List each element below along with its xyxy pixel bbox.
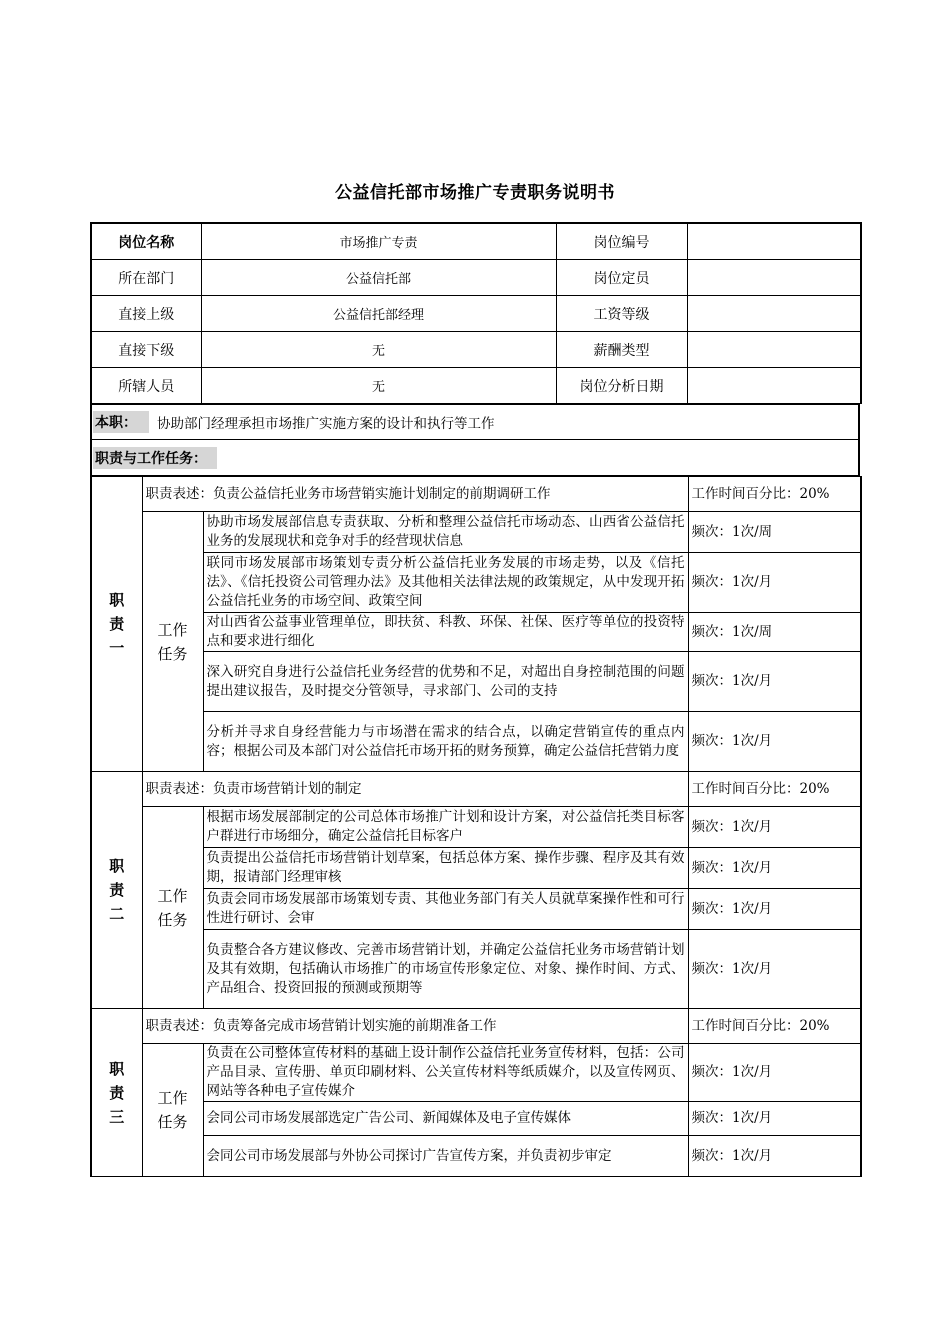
field-value [687, 260, 861, 296]
task-frequency: 频次：1次/月 [688, 652, 861, 712]
duty-description-row [91, 477, 861, 512]
field-label: 薪酬类型 [556, 332, 687, 368]
task-frequency: 频次：1次/月 [688, 712, 861, 772]
task-row [91, 1136, 861, 1177]
field-value: 无 [201, 368, 556, 404]
duty-description: 职责表述：负责筹备完成市场营销计划实施的前期准备工作 [142, 1009, 688, 1044]
field-value: 公益信托部 [201, 260, 556, 296]
task-text: 负责在公司整体宣传材料的基础上设计制作公益信托业务宣传材料，包括：公司产品目录、宣传册、单页印刷材料、公关宣传材料等纸质媒介，以及宣传网页、网站等各种电子宣传媒介 [203, 1044, 688, 1102]
duty-description-row [91, 772, 861, 807]
duty-label: 职 责 三 [91, 1009, 142, 1177]
field-value [687, 368, 861, 404]
main-duty-text: 协助部门经理承担市场推广实施方案的设计和执行等工作 [157, 416, 495, 432]
duty-description: 职责表述：负责公益信托业务市场营销实施计划制定的前期调研工作 [142, 477, 688, 512]
task-row [91, 1044, 861, 1102]
time-percentage: 工作时间百分比：20% [688, 772, 861, 807]
task-text: 深入研究自身进行公益信托业务经营的优势和不足，对超出自身控制范围的问题提出建议报告，及时提交分管领导，寻求部门、公司的支持 [203, 652, 688, 712]
info-row [91, 260, 861, 296]
task-row [91, 1102, 861, 1136]
task-row [91, 807, 861, 848]
work-task-label: 工作 任务 [142, 512, 203, 772]
task-row [91, 712, 861, 772]
tasks-header-row [90, 440, 860, 476]
field-label: 岗位名称 [91, 223, 201, 260]
duty-label: 职 责 二 [91, 772, 142, 1009]
task-frequency: 频次：1次/月 [688, 807, 861, 848]
task-text: 对山西省公益事业管理单位，即扶贫、科教、环保、社保、医疗等单位的投资特点和要求进行细化 [203, 613, 688, 652]
task-text: 协助市场发展部信息专责获取、分析和整理公益信托市场动态、山西省公益信托业务的发展现状和竞争对手的经营现状信息 [203, 512, 688, 553]
field-label: 所辖人员 [91, 368, 201, 404]
task-row [91, 652, 861, 712]
duties-table [90, 476, 862, 1177]
task-frequency: 频次：1次/月 [688, 553, 861, 613]
document-title: 公益信托部市场推广专责职务说明书 [335, 183, 615, 203]
task-text: 会同公司市场发展部与外协公司探讨广告宣传方案，并负责初步审定 [203, 1136, 688, 1177]
field-label: 工资等级 [556, 296, 687, 332]
main-duty-row [90, 403, 860, 440]
task-text: 联同市场发展部市场策划专责分析公益信托业务发展的市场走势，以及《信托法》、《信托投资公司管理办法》及其他相关法律法规的政策规定，从中发现开拓公益信托业务的市场空间、政策空间 [203, 553, 688, 613]
field-label: 岗位定员 [556, 260, 687, 296]
work-task-label: 工作 任务 [142, 807, 203, 1009]
duty-description-row [91, 1009, 861, 1044]
task-frequency: 频次：1次/周 [688, 613, 861, 652]
info-row [91, 223, 861, 260]
task-text: 会同公司市场发展部选定广告公司、新闻媒体及电子宣传媒体 [203, 1102, 688, 1136]
task-text: 负责会同市场发展部市场策划专责、其他业务部门有关人员就草案操作性和可行性进行研讨、会审 [203, 889, 688, 930]
task-row [91, 848, 861, 889]
field-label: 岗位分析日期 [556, 368, 687, 404]
field-value: 无 [201, 332, 556, 368]
main-duty-label: 本职： [93, 411, 149, 433]
task-row [91, 553, 861, 613]
task-row [91, 930, 861, 1009]
info-row [91, 368, 861, 404]
task-row [91, 613, 861, 652]
duty-label: 职 责 一 [91, 477, 142, 772]
field-value: 市场推广专责 [201, 223, 556, 260]
task-frequency: 频次：1次/月 [688, 848, 861, 889]
info-row [91, 296, 861, 332]
task-row [91, 889, 861, 930]
time-percentage: 工作时间百分比：20% [688, 477, 861, 512]
task-text: 分析并寻求自身经营能力与市场潜在需求的结合点，以确定营销宣传的重点内容；根据公司及本部门对公益信托市场开拓的财务预算，确定公益信托营销力度 [203, 712, 688, 772]
field-label: 岗位编号 [556, 223, 687, 260]
field-value: 公益信托部经理 [201, 296, 556, 332]
task-frequency: 频次：1次/月 [688, 1044, 861, 1102]
tasks-header-label: 职责与工作任务： [93, 447, 217, 469]
basic-info-table [90, 222, 862, 404]
task-text: 负责提出公益信托市场营销计划草案，包括总体方案、操作步骤、程序及其有效期，报请部门经理审核 [203, 848, 688, 889]
duty-description: 职责表述：负责市场营销计划的制定 [142, 772, 688, 807]
task-frequency: 频次：1次/周 [688, 512, 861, 553]
info-row [91, 332, 861, 368]
task-frequency: 频次：1次/月 [688, 1102, 861, 1136]
field-value [687, 296, 861, 332]
field-label: 所在部门 [91, 260, 201, 296]
field-value [687, 332, 861, 368]
task-text: 负责整合各方建议修改、完善市场营销计划，并确定公益信托业务市场营销计划及其有效期，包括确认市场推广的市场宣传形象定位、对象、操作时间、方式、产品组合、投资回报的预测或预期等 [203, 930, 688, 1009]
task-frequency: 频次：1次/月 [688, 930, 861, 1009]
field-label: 直接上级 [91, 296, 201, 332]
field-value [687, 223, 861, 260]
task-frequency: 频次：1次/月 [688, 889, 861, 930]
task-row [91, 512, 861, 553]
time-percentage: 工作时间百分比：20% [688, 1009, 861, 1044]
task-frequency: 频次：1次/月 [688, 1136, 861, 1177]
work-task-label: 工作 任务 [142, 1044, 203, 1177]
field-label: 直接下级 [91, 332, 201, 368]
task-text: 根据市场发展部制定的公司总体市场推广计划和设计方案，对公益信托类目标客户群进行市场细分，确定公益信托目标客户 [203, 807, 688, 848]
